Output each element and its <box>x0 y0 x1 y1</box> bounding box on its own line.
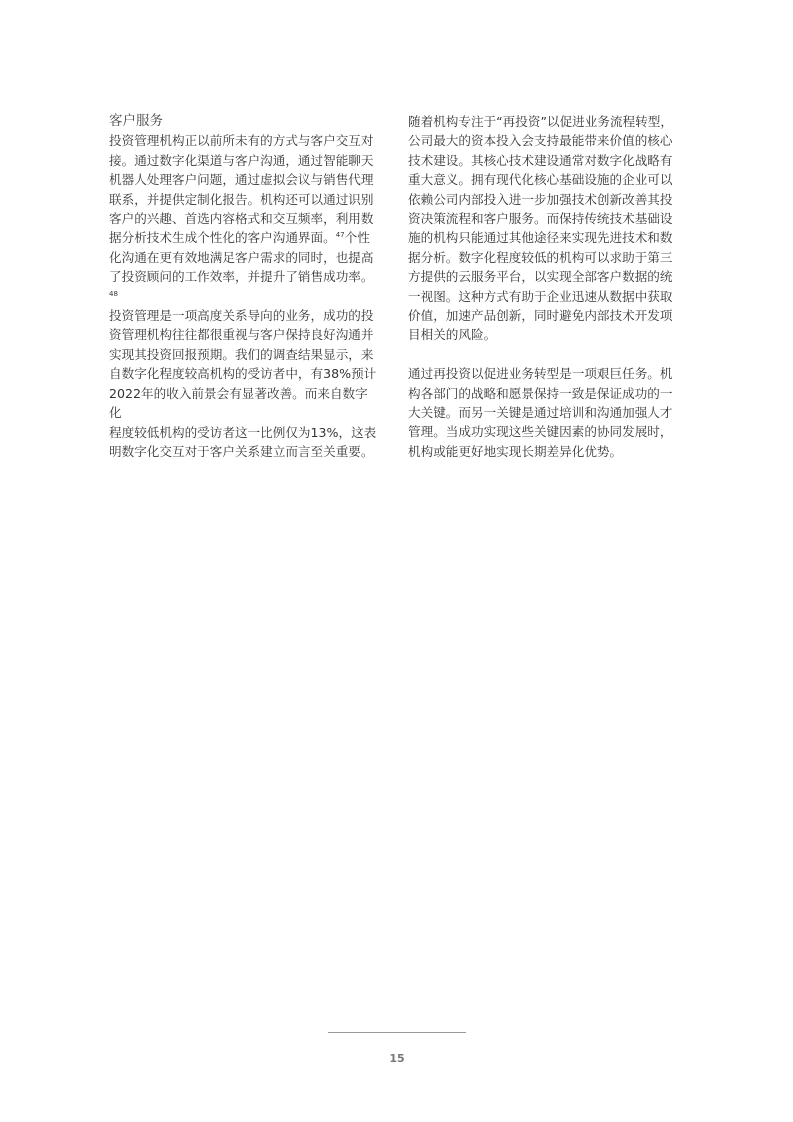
footer-divider <box>328 1032 466 1033</box>
left-paragraph-1-text-a: 投资管理机构正以前所未有的方式与客户交互对 接。通过数字化渠道与客户沟通，通过智能聊天 机器人处理客户问题，通过虚拟会议与销售代理 联系，并提供定制化报告。机构还可以通过识别 客户的兴趣、首选内容格式和交互频率，利用数 据分析技术生成个性化的客户沟通界面。 <box>109 133 374 246</box>
right-column <box>408 112 688 461</box>
left-paragraph-1-text-b: 个性 化沟通在更有效地满足客户需求的同时，也提高 了投资顾问的工作效率，并提升了销售成功率。 <box>109 230 374 285</box>
left-column <box>109 112 379 461</box>
section-heading: 客户服务 <box>109 113 163 129</box>
page-number: 15 <box>389 1052 405 1065</box>
footnote-ref-47: 47 <box>335 231 345 240</box>
left-paragraph-2: 投资管理是一项高度关系导向的业务，成功的投 资管理机构往往都很重视与客户保持良好沟通并 实现其投资回报预期。我们的调查结果显示，来 自数字化程度较高机构的受访者中，有38%预计 2022年的收入前景会有显著改善。而来自数字化 程度较低机构的受访者这一比例仅为13%，这表 明数字化交互对于客户关系建立而言至关重要。 <box>109 308 377 459</box>
left-paragraph-1 <box>109 131 379 306</box>
right-paragraph-2: 通过再投资以促进业务转型是一项艰巨任务。机 构各部门的战略和愿景保持一致是保证成功的一 大关键。而另一关键是通过培训和沟通加强人才 管理。当成功实现这些关键因素的协同发展时， 机构或能更好地实现长期差异化优势。 <box>408 366 673 459</box>
right-paragraph-1: 随着机构专注于“再投资”以促进业务流程转型， 公司最大的资本投入会支持最能带来价值的核心 技术建设。其核心技术建设通常对数字化战略有 重大意义。拥有现代化核心基础设施的企业可以 依赖公司内部投入进一步加强技术创新改善其投 资决策流程和客户服务。而保持传统技术基础设 施的机构只能通过其他途径来实现先进技术和数 据分析。数字化程度较低的机构可以求助于第三 方提供的云服务平台，以实现全部客户数据的统 一视图。这种方式有助于企业迅速从数据中获取 价值，加速产品创新，同时避免内部技术开发项 目相关的风险。 <box>408 114 673 343</box>
footnote-ref-48: 48 <box>109 289 118 298</box>
